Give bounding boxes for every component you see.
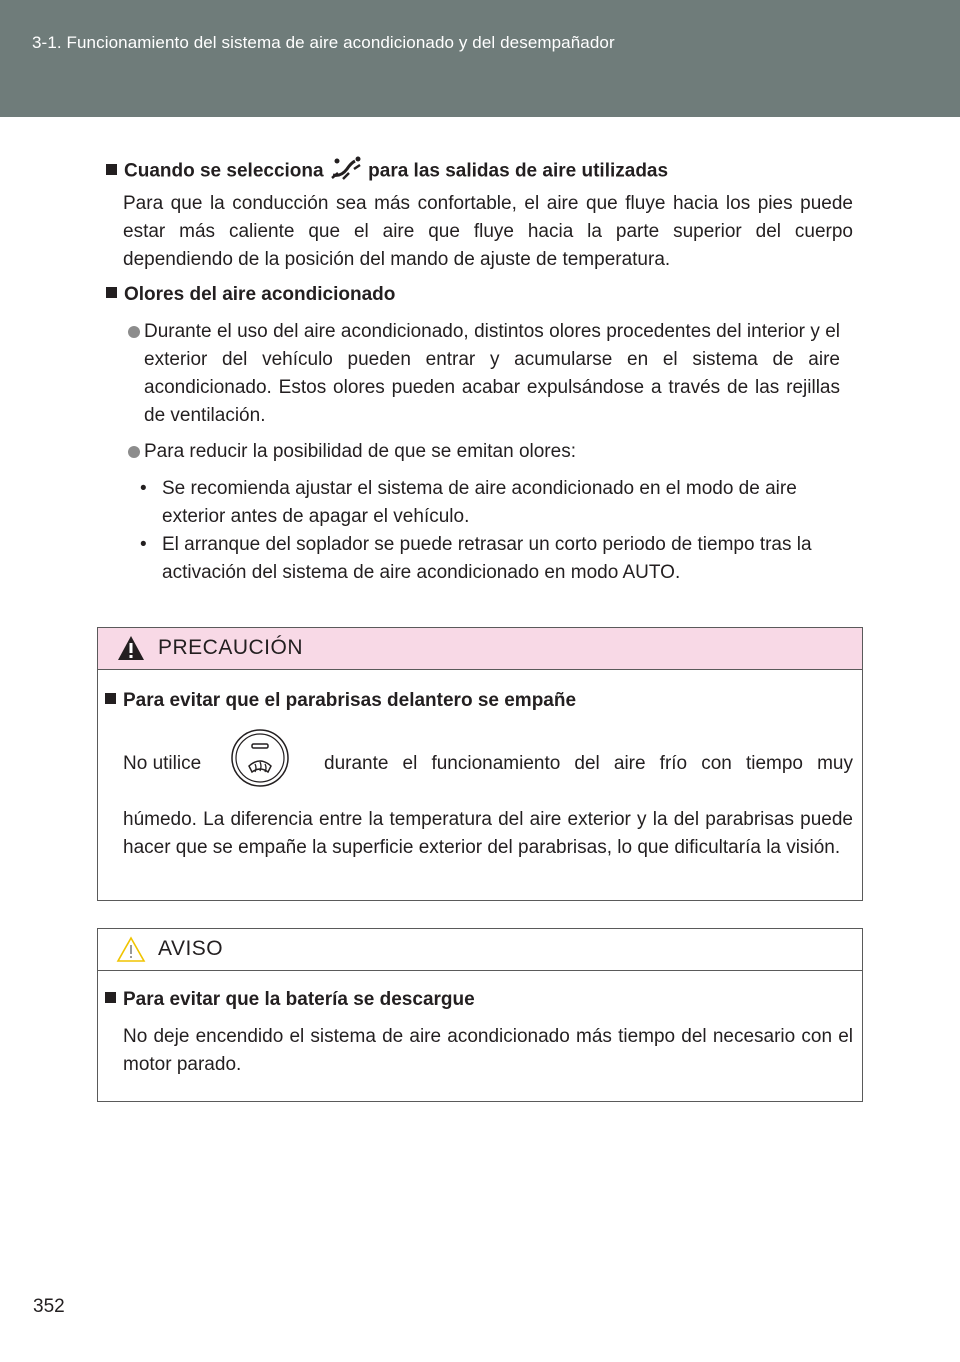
list-item [144,318,840,430]
caution-header [98,628,862,670]
heading-text: Para evitar que el parabrisas delantero se empañe [123,690,577,711]
list-item-text: Para reducir la posibilidad de que se emitan olores: [144,441,576,462]
notice-text: No deje encendido el sistema de aire acondicionado más tiempo del necesario con el motor parado. [123,1026,853,1075]
caution-rest: húmedo. La diferencia entre la temperatura del aire exterior y la del parabrisas puede hacer que se empañe la superficie exterior del parabrisas, lo que dificultaría la visión. [123,809,853,858]
section1-body: Para que la conducción sea más confortable, el aire que fluye hacia los pies puede estar más caliente que el aire que fluye hacia la parte superior del cuerpo dependiendo de la posición del mando de ajuste de temperatura. [123,193,853,270]
heading-text: Olores del aire acondicionado [124,284,396,305]
warning-outline-triangle-icon [116,935,146,969]
circle-bullet-icon [128,446,140,458]
notice-header [98,929,862,971]
heading-text: Para evitar que la batería se descargue [123,989,475,1010]
square-bullet-icon [106,164,117,175]
notice-title: AVISO [158,937,224,960]
chapter-title: 3-1. Funcionamiento del sistema de aire acondicionado y del desempañador [32,33,615,52]
square-bullet-icon [105,992,116,1003]
notice-heading [105,988,475,1012]
line-text: durante el funcionamiento del aire frío con tiempo muy [324,753,853,774]
warning-triangle-icon [116,634,146,668]
bullet-marker: • [140,478,147,499]
square-bullet-icon [105,693,116,704]
list-item [144,438,840,466]
windshield-defogger-button-icon [230,728,290,797]
page-header [0,0,960,117]
caution-line1 [123,747,853,781]
caution-title: PRECAUCIÓN [158,636,304,659]
bullet-marker: • [140,534,147,555]
circle-bullet-icon [128,326,140,338]
caution-heading [105,689,576,713]
page-number: 352 [33,1296,65,1317]
square-bullet-icon [106,287,117,298]
sub-list-item [140,531,842,587]
list-item-text: Durante el uso del aire acondicionado, distintos olores procedentes del interior y el exterior del vehículo pueden entrar y acumularse en el sistema de aire acondicionado. Estos olores pueden acabar expulsándose a través de las rejillas de ventilación. [144,321,840,426]
sub-list-item [140,475,842,531]
line-text: No utilice [123,753,202,774]
feet-vent-icon [329,155,363,188]
section-heading-odors [106,283,395,307]
caution-box [97,627,863,901]
section-heading-vents [106,155,668,188]
heading-text: Cuando se selecciona [124,160,324,182]
sub-item-text: El arranque del soplador se puede retrasar un corto periodo de tiempo tras la activación del sistema de aire acondicionado en modo AUTO. [162,534,812,583]
notice-box [97,928,863,1102]
heading-text: para las salidas de aire utilizadas [368,160,669,182]
sub-item-text: Se recomienda ajustar el sistema de aire acondicionado en el modo de aire exterior antes de apagar el vehículo. [162,478,797,527]
